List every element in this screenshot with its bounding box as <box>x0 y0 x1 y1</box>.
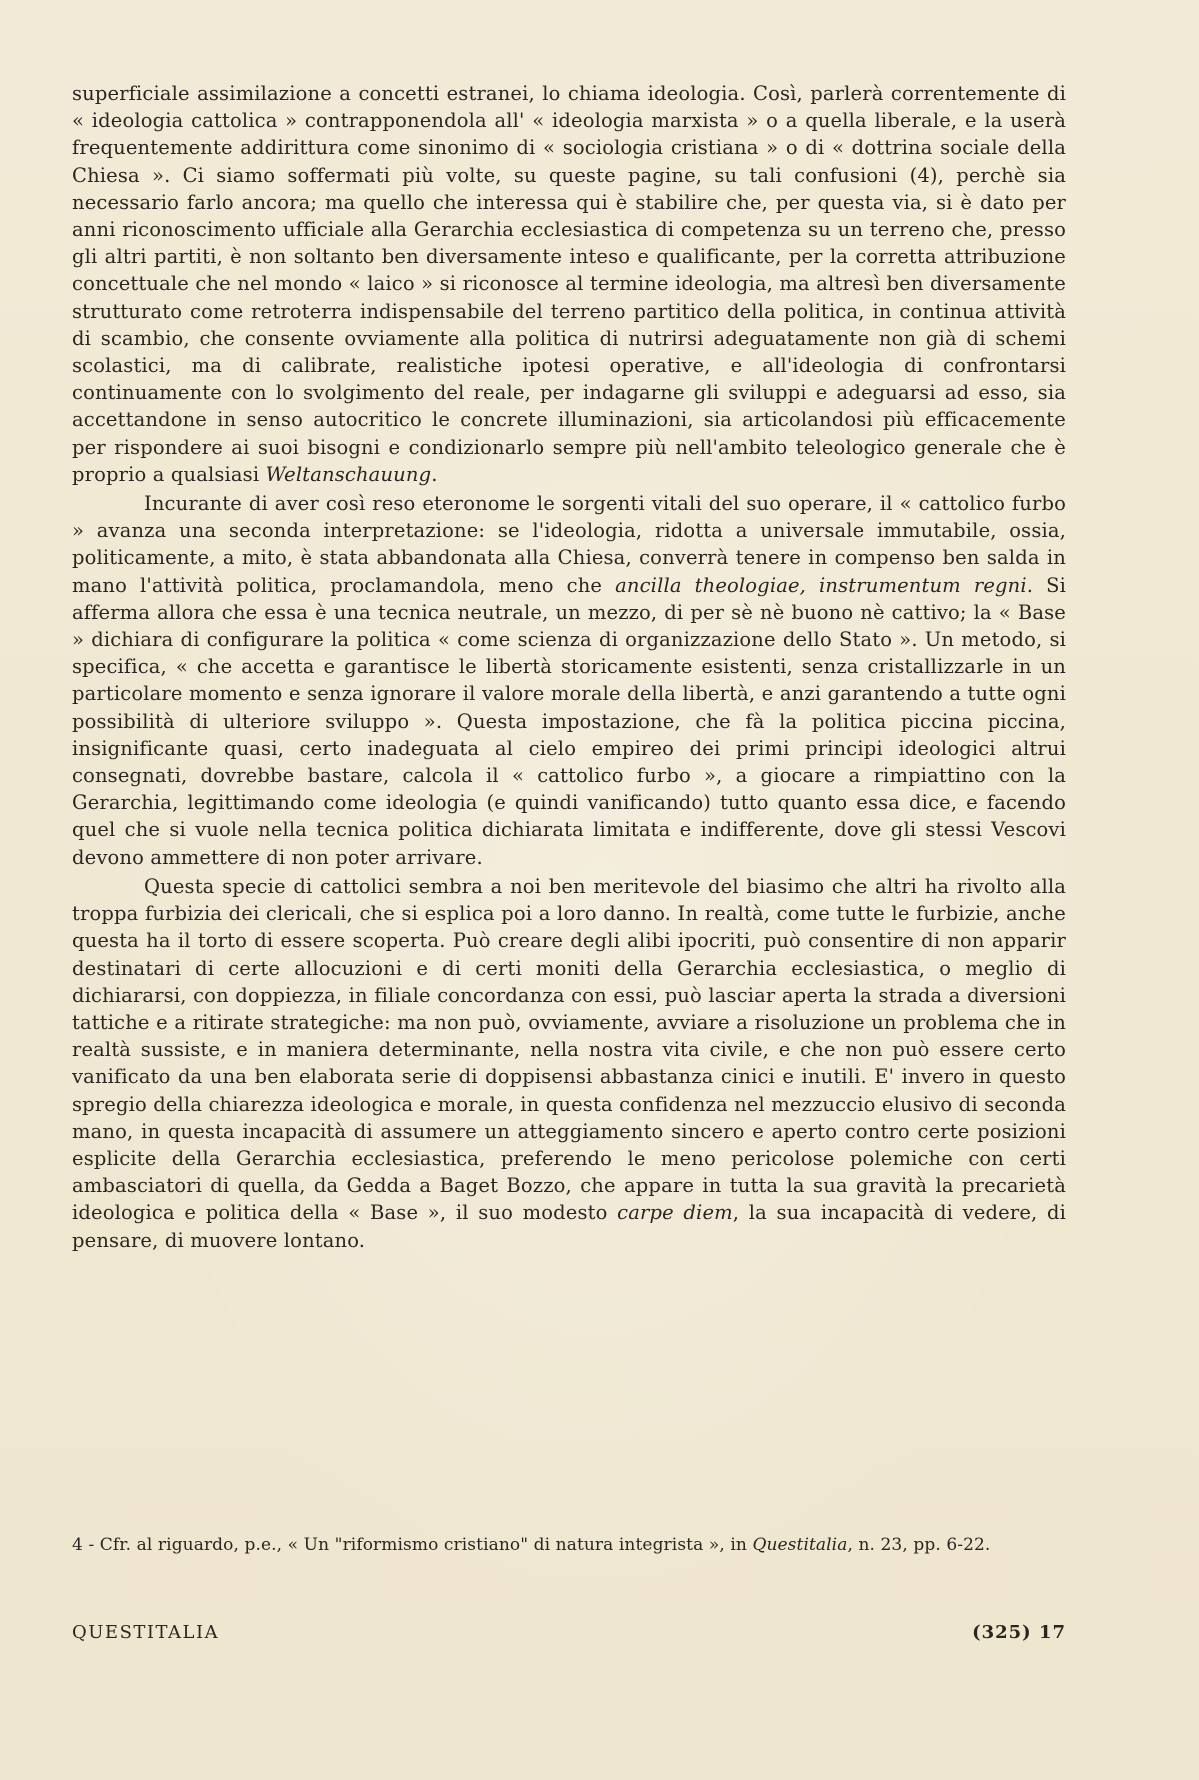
paragraph-3 <box>72 873 1066 1254</box>
paragraph-3-italic: carpe diem <box>617 1201 733 1225</box>
paragraph-1-text: superficiale assimilazione a concetti estranei, lo chiama ideologia. Così, parlerà correntemente di « ideologia cattolica » contrapponendola all' « ideologia marxista » o a quella liberale, e la userà frequentemente addirittura come sinonimo di « sociologia cristiana » o di « dottrina sociale della Chiesa ». Ci siamo soffermati più volte, su queste pagine, su tali confusioni (4), perchè sia necessario farlo ancora; ma quello che interessa qui è stabilire che, per questa via, si è dato per anni riconoscimento ufficiale alla Gerarchia ecclesiastica di competenza su un terreno che, presso gli altri partiti, è non soltanto ben diversamente inteso e qualificante, per la corretta attribuzione concettuale che nel mondo « laico » si riconosce al termine ideologia, ma altresì ben diversamente strutturato come retroterra indispensabile del terreno partitico della politica, in continua attività di scambio, che consente ovviamente alla politica di nutrirsi adeguatamente non già di schemi scolastici, ma di calibrate, realistiche ipotesi operative, e all'ideologia di confrontarsi continuamente con lo svolgimento del reale, per indagarne gli sviluppi e adeguarsi ad esso, sia accettandone in senso autocritico le concrete illuminazioni, sia articolandosi più efficacemente per rispondere ai suoi bisogni e condizionarlo sempre più nell'ambito teleologico generale che è proprio a qualsiasi <box>72 82 1066 486</box>
paragraph-1-punct: . <box>431 462 438 486</box>
running-footer <box>72 1622 1066 1643</box>
paragraph-2-italic: ancilla theologiae, instrumentum regni <box>615 573 1027 597</box>
paragraph-2-text-a: Incurante di aver così reso eteronome le sorgenti vitali del suo operare, il « cattolico furbo » avanza una seconda interpretazione: se l'ideologia, ridotta a universale immutabile, ossia, politicamente, a mito, è stata abbandonata alla Chiesa, converrà tenere in compenso ben salda in mano l'attività politica, proclamandola, meno che <box>72 492 1066 597</box>
footnote-text-b: , n. 23, pp. 6-22. <box>847 1535 991 1555</box>
footnote-journal-title: Questitalia <box>752 1535 848 1555</box>
paragraph-1 <box>72 80 1066 488</box>
footnote <box>72 1533 1066 1557</box>
paragraph-2-text-b: . Si afferma allora che essa è una tecnica neutrale, un mezzo, di per sè nè buono nè cattivo; la « Base » dichiara di configurare la politica « come scienza di organizzazione dello Stato ». Un metodo, si specifica, « che accetta e garantisce le libertà storicamente esistenti, senza cristallizzarle in un particolare momento e senza ignorare il valore morale della libertà, e anzi garantendo a tutte ogni possibilità di ulteriore sviluppo ». Questa impostazione, che fà la politica piccina piccina, insignificante quasi, certo inadeguata al cielo empireo dei primi principi ideologici altrui consegnati, dovrebbe bastare, calcola il « cattolico furbo », a giocare a rimpiattino con la Gerarchia, legittimando come ideologia (e quindi vanificando) tutto quanto essa dice, e facendo quel che si vuole nella tecnica politica dichiarata limitata e indifferente, dove gli stessi Vescovi devono ammettere di non poter arrivare. <box>72 573 1066 869</box>
paragraph-1-italic: Weltanschauung <box>265 462 432 486</box>
body-text <box>72 80 1066 1254</box>
journal-name: QUESTITALIA <box>72 1622 220 1643</box>
paragraph-2 <box>72 490 1066 871</box>
paragraph-3-text-a: Questa specie di cattolici sembra a noi ben meritevole del biasimo che altri ha rivolto alla troppa furbizia dei clericali, che si esplica poi a loro danno. In realtà, come tutte le furbizie, anche questa ha il torto di essere scoperta. Può creare degli alibi ipocriti, può consentire di non apparir destinatari di certe allocuzioni e di certi moniti della Gerarchia ecclesiastica, o meglio di dichiararsi, con doppiezza, in filiale concordanza con essi, può lasciar aperta la strada a diversioni tattiche e a ritirate strategiche: ma non può, ovviamente, avviare a risoluzione un problema che in realtà sussiste, e in maniera determinante, nella nostra vita civile, e che non può essere certo vanificato da una ben elaborata serie di doppisensi abbastanza cinici e inutili. E' invero in questo spregio della chiarezza ideologica e morale, in questa confidenza nel mezzuccio elusivo di seconda mano, in questa incapacità di assumere un atteggiamento sincero e aperto contro certe posizioni esplicite della Gerarchia ecclesiastica, preferendo le meno pericolose polemiche con certi ambasciatori di quella, da Gedda a Baget Bozzo, che appare in tutta la sua gravità la precarietà ideologica e politica della « Base », il suo modesto <box>72 874 1066 1225</box>
footnote-number: 4 <box>72 1535 83 1555</box>
page-number: (325) 17 <box>972 1622 1066 1643</box>
footnote-text-a: - Cfr. al riguardo, p.e., « Un "riformismo cristiano" di natura integrista », in <box>88 1535 747 1555</box>
paragraph-3-text-b: , la sua incapacità di vedere, di pensare, di muovere lontano. <box>72 1201 1067 1252</box>
